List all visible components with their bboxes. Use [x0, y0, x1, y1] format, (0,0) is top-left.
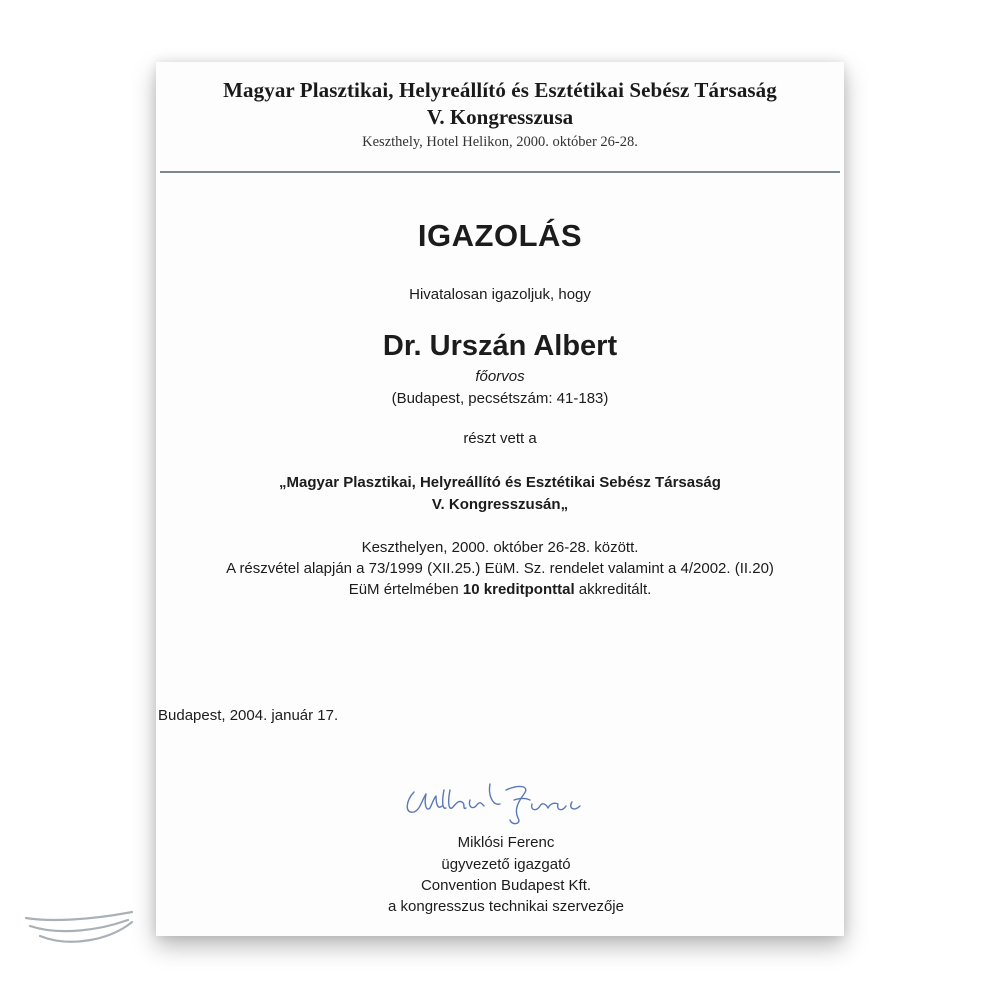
certificate-document: [156, 62, 844, 936]
issue-date: Budapest, 2004. január 17.: [158, 707, 339, 724]
details-line3-pre: EüM értelmében: [348, 581, 463, 598]
header-location-date: Keszthely, Hotel Helikon, 2000. október 26-28.: [362, 134, 638, 150]
participation-text: részt vett a: [463, 430, 537, 447]
certificate-intro: Hivatalosan igazoljuk, hogy: [409, 286, 591, 303]
signatory-name: Miklósi Ferenc: [457, 834, 555, 851]
signatory-title: ügyvezető igazgató: [441, 856, 571, 873]
credit-points: 10 kreditponttal: [462, 581, 575, 598]
header-divider: [160, 171, 840, 173]
details-line1: Keszthelyen, 2000. október 26-28. között.: [361, 539, 639, 556]
certificate-title: IGAZOLÁS: [417, 218, 583, 253]
handwritten-signature: [396, 770, 616, 830]
header-society-title: Magyar Plasztikai, Helyreállító és Esztétikai Sebész Társaság: [223, 78, 777, 102]
recipient-stamp-number: (Budapest, pecsétszám: 41-183): [391, 390, 609, 407]
signatory-company: Convention Budapest Kft.: [420, 877, 592, 894]
details-line3-post: akkreditált.: [574, 581, 652, 598]
event-name-line1: „Magyar Plasztikai, Helyreállító és Esztétikai Sebész Társaság: [279, 474, 721, 491]
recipient-role: főorvos: [475, 368, 525, 385]
details-line2: A részvétel alapján a 73/1999 (XII.25.) EüM. Sz. rendelet valamint a 4/2002. (II.20): [226, 560, 774, 577]
decorative-swirl-icon: [20, 900, 140, 960]
signatory-role: a kongresszus technikai szervezője: [388, 898, 624, 915]
header-congress: V. Kongresszusa: [426, 105, 574, 129]
details-line3: [156, 581, 844, 598]
event-name-line2: V. Kongresszusán„: [431, 496, 569, 513]
recipient-name: Dr. Urszán Albert: [382, 330, 618, 362]
